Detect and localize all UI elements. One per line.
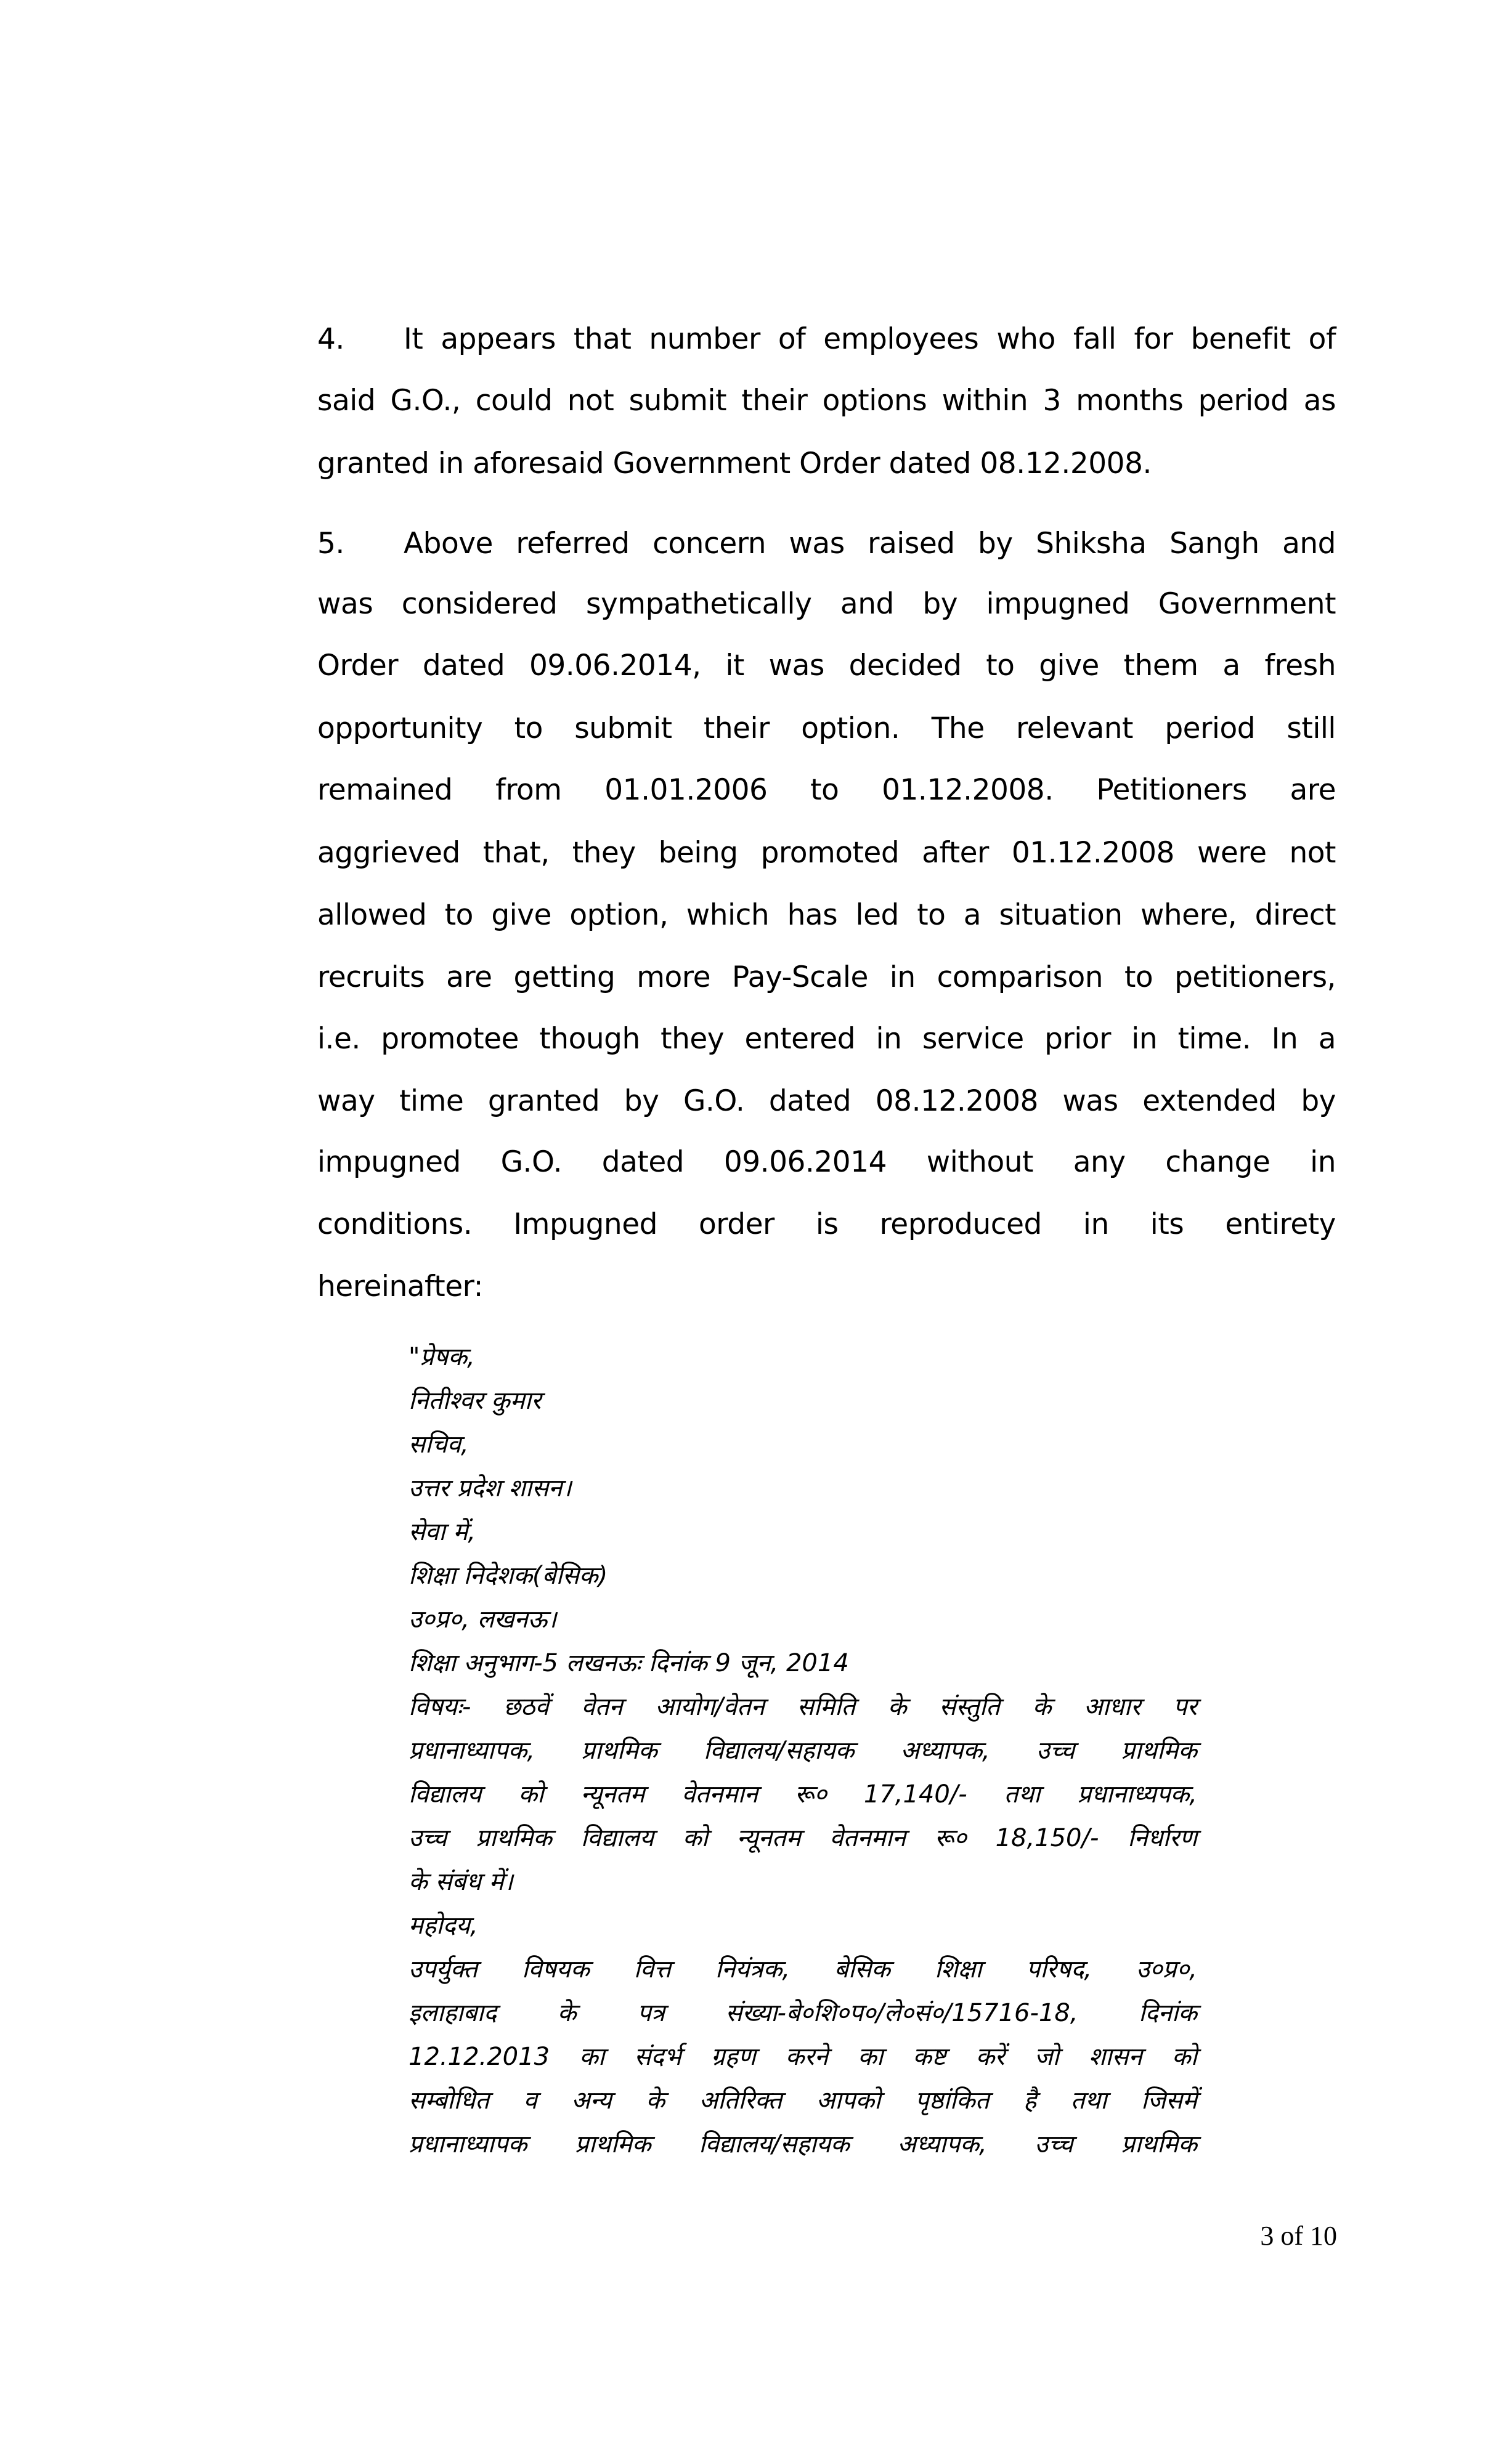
paragraph-5-line-12: conditions. Impugned order is reproduced in its entirety <box>317 1207 1336 1241</box>
order-line-subject-1: विषयः- छठवें वेतन आयोग/वेतन समिति के संस्तुति के आधार पर <box>409 1693 1197 1721</box>
paragraph-5-line-6: aggrieved that, they being promoted after 01.12.2008 were not <box>317 836 1336 870</box>
order-line-salutation: महोदय, <box>409 1911 478 1940</box>
paragraph-5-line-2: was considered sympathetically and by impugned Government <box>317 587 1336 621</box>
paragraph-5-line-9: i.e. promotee though they entered in service prior in time. In a <box>317 1022 1336 1056</box>
paragraph-5-line-7: allowed to give option, which has led to a situation where, direct <box>317 898 1336 932</box>
paragraph-text: It appears that number of employees who fall for benefit of <box>404 322 1336 356</box>
paragraph-number: 5. <box>317 527 344 561</box>
paragraph-4-line-1 <box>317 320 1336 359</box>
order-line-body-2: इलाहाबाद के पत्र संख्या-बे०शि०प०/ले०सं०/15716-18, दिनांक <box>409 1999 1197 2027</box>
paragraph-4-line-2: said G.O., could not submit their options within 3 months period as <box>317 384 1336 418</box>
paragraph-5-line-8: recruits are getting more Pay-Scale in comparison to petitioners, <box>317 960 1336 994</box>
order-line-sender-label: "प्रेषक, <box>409 1343 475 1371</box>
paragraph-5-line-10: way time granted by G.O. dated 08.12.2008 was extended by <box>317 1084 1336 1118</box>
order-line-subject-2: प्रधानाध्यापक, प्राथमिक विद्यालय/सहायक अध्यापक, उच्च प्राथमिक <box>409 1737 1197 1765</box>
order-line-government: उत्तर प्रदेश शासन। <box>409 1474 572 1502</box>
paragraph-text: Above referred concern was raised by Shiksha Sangh and <box>404 527 1336 561</box>
paragraph-5-line-3: Order dated 09.06.2014, it was decided to give them a fresh <box>317 649 1336 683</box>
order-line-subject-3: विद्यालय को न्यूनतम वेतनमान रू० 17,140/- तथा प्रधानाध्यपक, <box>409 1780 1197 1809</box>
order-line-recipient: शिक्षा निदेशक(बेसिक) <box>409 1562 608 1590</box>
paragraph-number: 4. <box>317 322 344 356</box>
order-line-sender-name: नितीश्वर कुमार <box>409 1387 542 1415</box>
order-line-body-3: 12.12.2013 का संदर्भ ग्रहण करने का कष्ट करें जो शासन को <box>409 2043 1197 2071</box>
order-line-subject-5: के संबंध में। <box>409 1868 513 1896</box>
order-line-subject-4: उच्च प्राथमिक विद्यालय को न्यूनतम वेतनमान रू० 18,150/- निर्धारण <box>409 1824 1197 1852</box>
paragraph-5-line-5: remained from 01.01.2006 to 01.12.2008. Petitioners are <box>317 773 1336 807</box>
paragraph-5-line-4: opportunity to submit their option. The relevant period still <box>317 711 1336 745</box>
order-line-recipient-location: उ०प्र०, लखनऊ। <box>409 1605 557 1634</box>
paragraph-5-line-11: impugned G.O. dated 09.06.2014 without any change in <box>317 1145 1336 1179</box>
paragraph-5-line-1 <box>317 525 1336 563</box>
paragraph-5-line-13: hereinafter: <box>317 1270 483 1303</box>
order-line-body-5: प्रधानाध्यापक प्राथमिक विद्यालय/सहायक अध्यापक, उच्च प्राथमिक <box>409 2130 1197 2158</box>
paragraph-4-line-3: granted in aforesaid Government Order dated 08.12.2008. <box>317 447 1152 480</box>
order-line-body-1: उपर्युक्त विषयक वित्त नियंत्रक, बेसिक शिक्षा परिषद, उ०प्र०, <box>409 1955 1197 1984</box>
order-line-recipient-label: सेवा में, <box>409 1518 476 1546</box>
order-line-designation: सचिव, <box>409 1430 469 1459</box>
page-number: 3 of 10 <box>1260 2221 1337 2251</box>
order-line-section-date: शिक्षा अनुभाग-5 लखनऊः दिनांक 9 जून, 2014 <box>409 1649 849 1677</box>
order-line-body-4: सम्बोधित व अन्य के अतिरिक्त आपको पृष्ठांकित है तथा जिसमें <box>409 2086 1197 2115</box>
